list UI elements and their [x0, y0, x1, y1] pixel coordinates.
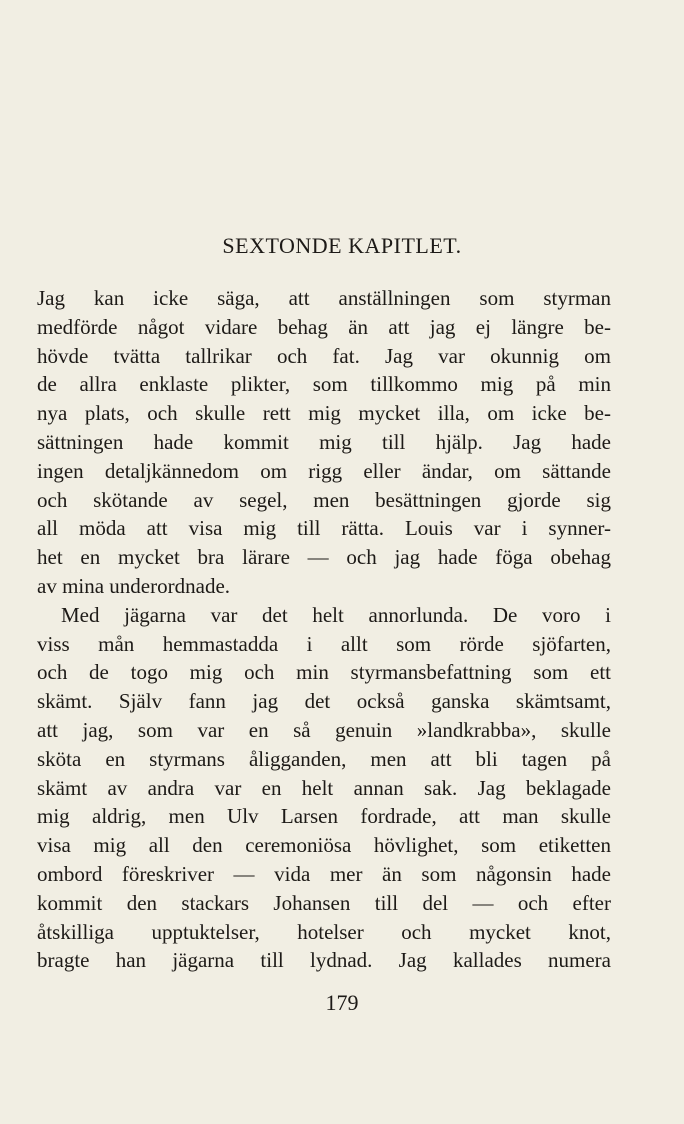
text-line: Jag kan icke säga, att anställningen som styrman [37, 286, 611, 310]
text-line: kommit den stackars Johansen till del — och efter [37, 890, 611, 915]
text-line: åtskilliga upptuktelser, hotelser och mycket knot, [37, 919, 611, 944]
page-number: 179 [325, 990, 359, 1015]
text-line: medförde något vidare behag än att jag ej längre be- [37, 314, 611, 339]
text-line: ombord föreskriver — vida mer än som någonsin hade [37, 861, 611, 886]
text-line: av mina underordnade. [37, 573, 231, 598]
text-line: sköta en styrmans åligganden, men att bli tagen på [37, 746, 611, 771]
text-line: bragte han jägarna till lydnad. Jag kallades numera [37, 948, 611, 973]
text-line: hövde tvätta tallrikar och fat. Jag var okunnig om [37, 343, 611, 368]
text-line: att jag, som var en så genuin »landkrabba», skulle [37, 717, 611, 742]
text-line: skämt. Själv fann jag det också ganska skämtsamt, [37, 689, 611, 714]
text-line: de allra enklaste plikter, som tillkommo mig på min [37, 372, 611, 397]
text-line: och de togo mig och min styrmansbefattning som ett [37, 660, 611, 685]
text-line: skämt av andra var en helt annan sak. Jag beklagade [37, 775, 611, 800]
text-line: het en mycket bra lärare — och jag hade föga obehag [37, 545, 611, 570]
text-line: nya plats, och skulle rett mig mycket illa, om icke be- [37, 401, 611, 426]
text-line: Med jägarna var det helt annorlunda. De voro i [61, 602, 611, 627]
text-line: all möda att visa mig till rätta. Louis var i synner- [37, 516, 611, 541]
chapter-body [37, 284, 611, 975]
text-line: och skötande av segel, men besättningen gjorde sig [37, 487, 611, 512]
text-line: visa mig all den ceremoniösa hövlighet, som etiketten [37, 833, 611, 858]
chapter-title: SEXTONDE KAPITLET. [222, 233, 462, 258]
text-line: mig aldrig, men Ulv Larsen fordrade, att man skulle [37, 804, 611, 829]
text-line: sättningen hade kommit mig till hjälp. Jag hade [37, 429, 611, 454]
text-line: ingen detaljkännedom om rigg eller ändar, om sättande [37, 458, 611, 483]
text-line: viss mån hemmastadda i allt som rörde sjöfarten, [37, 631, 611, 656]
